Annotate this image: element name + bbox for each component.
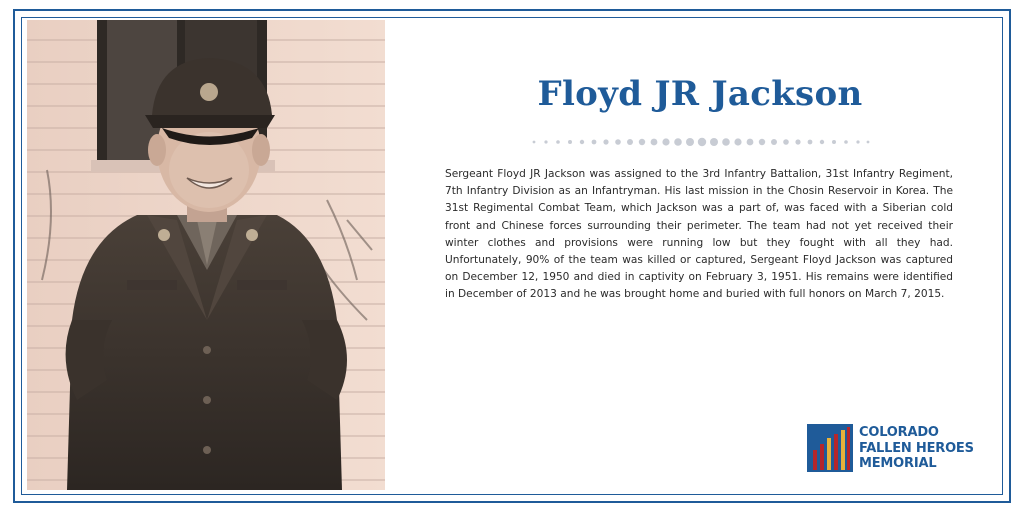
dotted-divider [530, 136, 870, 148]
hero-name: Floyd JR Jackson [537, 74, 863, 114]
colorado-fallen-heroes-logo [807, 424, 997, 474]
logo-mark-icon [807, 424, 853, 472]
portrait-photo [27, 20, 385, 490]
logo-line-1: COLORADO [859, 425, 939, 440]
logo-line-2: FALLEN HEROES [859, 440, 974, 456]
logo-wordmark [859, 425, 974, 472]
biography-text: Sergeant Floyd JR Jackson was assigned to the 3rd Infantry Battalion, 31st Infantry Regiment, 7th Infantry Division as an Infantryman. His last mission in the Chosin Reservoir in Korea. The 31st Regimental Combat Team, which Jackson was a part of, was faced with a Siberian cold front and Chinese forces surrounding their perimeter. The team had not yet received their winter clothes and provisions were running low but they fought with all they had. Unfortunately, 90% of the team was killed or captured, Sergeant Floyd Jackson was captured on December 12, 1950 and died in captivity on February 3, 1951. His remains were identified in December of 2013 and he was brought home and buried with full honors on March 7, 2015. [445, 168, 953, 301]
logo-line-3: MEMORIAL [859, 456, 937, 471]
